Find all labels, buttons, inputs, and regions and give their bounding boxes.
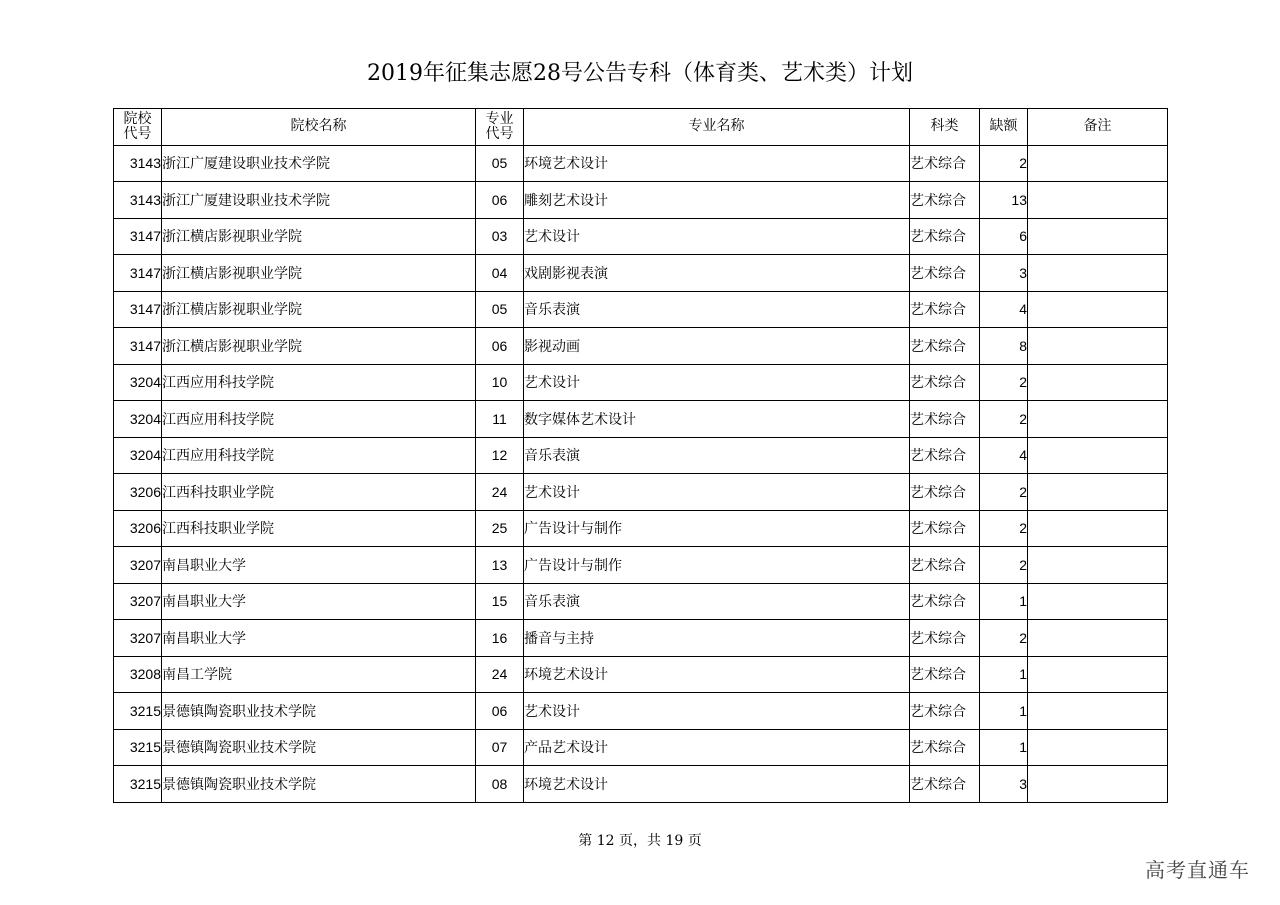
cell-school-name: 浙江广厦建设职业技术学院: [162, 145, 476, 182]
cell-remarks: [1028, 547, 1168, 584]
cell-remarks: [1028, 729, 1168, 766]
cell-remarks: [1028, 583, 1168, 620]
cell-remarks: [1028, 255, 1168, 292]
cell-remarks: [1028, 474, 1168, 511]
cell-major-code: 06: [476, 328, 524, 365]
cell-remarks: [1028, 328, 1168, 365]
table-header-row: [114, 109, 1168, 146]
cell-quota: 6: [980, 218, 1028, 255]
table-row: [114, 766, 1168, 803]
cell-major-code: 25: [476, 510, 524, 547]
table-row: [114, 656, 1168, 693]
header-remarks: 备注: [1028, 109, 1168, 146]
cell-subject: 艺术综合: [910, 328, 980, 365]
header-quota: 缺额: [980, 109, 1028, 146]
cell-major-code: 04: [476, 255, 524, 292]
watermark: 高考直通车: [1145, 858, 1250, 882]
cell-quota: 13: [980, 182, 1028, 219]
cell-remarks: [1028, 182, 1168, 219]
cell-quota: 3: [980, 766, 1028, 803]
cell-major-name: 广告设计与制作: [524, 547, 910, 584]
cell-quota: 3: [980, 255, 1028, 292]
cell-school-name: 南昌职业大学: [162, 620, 476, 657]
header-major-name: 专业名称: [524, 109, 910, 146]
cell-major-name: 播音与主持: [524, 620, 910, 657]
cell-major-name: 艺术设计: [524, 474, 910, 511]
cell-major-name: 音乐表演: [524, 583, 910, 620]
cell-major-name: 环境艺术设计: [524, 145, 910, 182]
cell-quota: 1: [980, 583, 1028, 620]
cell-school-code: 3206: [114, 474, 162, 511]
cell-subject: 艺术综合: [910, 364, 980, 401]
cell-major-code: 06: [476, 182, 524, 219]
page-footer: 第 12 页，共 19 页: [578, 833, 702, 849]
cell-remarks: [1028, 145, 1168, 182]
cell-major-name: 产品艺术设计: [524, 729, 910, 766]
cell-school-code: 3215: [114, 693, 162, 730]
header-school-code-label: 院校代号: [123, 110, 152, 142]
cell-major-code: 13: [476, 547, 524, 584]
cell-major-code: 10: [476, 364, 524, 401]
cell-school-name: 南昌职业大学: [162, 583, 476, 620]
cell-quota: 8: [980, 328, 1028, 365]
page-title: 2019年征集志愿28号公告专科（体育类、艺术类）计划: [367, 61, 913, 86]
cell-subject: 艺术综合: [910, 510, 980, 547]
cell-school-code: 3147: [114, 218, 162, 255]
cell-school-code: 3206: [114, 510, 162, 547]
cell-major-name: 音乐表演: [524, 437, 910, 474]
cell-major-code: 06: [476, 693, 524, 730]
cell-subject: 艺术综合: [910, 401, 980, 438]
table-row: [114, 583, 1168, 620]
cell-major-name: 广告设计与制作: [524, 510, 910, 547]
cell-remarks: [1028, 620, 1168, 657]
cell-remarks: [1028, 656, 1168, 693]
cell-remarks: [1028, 364, 1168, 401]
cell-subject: 艺术综合: [910, 255, 980, 292]
table-row: [114, 145, 1168, 182]
cell-subject: 艺术综合: [910, 693, 980, 730]
cell-remarks: [1028, 766, 1168, 803]
cell-school-name: 南昌工学院: [162, 656, 476, 693]
cell-major-code: 05: [476, 291, 524, 328]
cell-major-name: 音乐表演: [524, 291, 910, 328]
cell-school-name: 浙江横店影视职业学院: [162, 291, 476, 328]
cell-quota: 2: [980, 547, 1028, 584]
cell-major-code: 24: [476, 474, 524, 511]
cell-quota: 2: [980, 145, 1028, 182]
cell-subject: 艺术综合: [910, 547, 980, 584]
cell-school-name: 江西应用科技学院: [162, 401, 476, 438]
cell-school-code: 3143: [114, 182, 162, 219]
cell-major-name: 艺术设计: [524, 693, 910, 730]
cell-major-code: 05: [476, 145, 524, 182]
cell-quota: 2: [980, 401, 1028, 438]
table-row: [114, 620, 1168, 657]
header-major-code-label: 专业代号: [485, 110, 514, 142]
cell-major-code: 16: [476, 620, 524, 657]
cell-major-code: 12: [476, 437, 524, 474]
cell-school-name: 浙江广厦建设职业技术学院: [162, 182, 476, 219]
table-row: [114, 474, 1168, 511]
table-row: [114, 182, 1168, 219]
cell-remarks: [1028, 291, 1168, 328]
cell-school-name: 江西应用科技学院: [162, 437, 476, 474]
cell-school-code: 3147: [114, 328, 162, 365]
plan-table: [113, 108, 1168, 803]
cell-subject: 艺术综合: [910, 474, 980, 511]
header-subject: 科类: [910, 109, 980, 146]
cell-quota: 2: [980, 474, 1028, 511]
cell-school-code: 3204: [114, 364, 162, 401]
header-school-code: [114, 109, 162, 146]
cell-school-code: 3215: [114, 766, 162, 803]
cell-quota: 1: [980, 693, 1028, 730]
cell-school-code: 3207: [114, 547, 162, 584]
cell-school-code: 3215: [114, 729, 162, 766]
cell-remarks: [1028, 510, 1168, 547]
cell-major-code: 24: [476, 656, 524, 693]
header-school-name: 院校名称: [162, 109, 476, 146]
cell-subject: 艺术综合: [910, 766, 980, 803]
table-row: [114, 218, 1168, 255]
cell-quota: 2: [980, 620, 1028, 657]
cell-school-name: 江西科技职业学院: [162, 474, 476, 511]
cell-subject: 艺术综合: [910, 218, 980, 255]
table-row: [114, 291, 1168, 328]
cell-quota: 4: [980, 291, 1028, 328]
cell-major-name: 环境艺术设计: [524, 656, 910, 693]
cell-school-code: 3208: [114, 656, 162, 693]
cell-major-name: 影视动画: [524, 328, 910, 365]
cell-major-code: 07: [476, 729, 524, 766]
cell-remarks: [1028, 437, 1168, 474]
cell-school-name: 景德镇陶瓷职业技术学院: [162, 693, 476, 730]
table-row: [114, 437, 1168, 474]
table-row: [114, 693, 1168, 730]
cell-school-code: 3207: [114, 620, 162, 657]
table-row: [114, 255, 1168, 292]
cell-school-name: 江西应用科技学院: [162, 364, 476, 401]
cell-major-name: 雕刻艺术设计: [524, 182, 910, 219]
table-body: [114, 145, 1168, 802]
cell-school-name: 江西科技职业学院: [162, 510, 476, 547]
cell-subject: 艺术综合: [910, 656, 980, 693]
cell-remarks: [1028, 401, 1168, 438]
cell-subject: 艺术综合: [910, 437, 980, 474]
cell-school-name: 南昌职业大学: [162, 547, 476, 584]
cell-major-name: 数字媒体艺术设计: [524, 401, 910, 438]
cell-major-code: 03: [476, 218, 524, 255]
cell-school-code: 3147: [114, 291, 162, 328]
cell-school-code: 3143: [114, 145, 162, 182]
cell-quota: 1: [980, 729, 1028, 766]
cell-school-name: 景德镇陶瓷职业技术学院: [162, 766, 476, 803]
cell-major-code: 11: [476, 401, 524, 438]
cell-school-name: 浙江横店影视职业学院: [162, 218, 476, 255]
cell-major-name: 戏剧影视表演: [524, 255, 910, 292]
cell-subject: 艺术综合: [910, 729, 980, 766]
cell-subject: 艺术综合: [910, 145, 980, 182]
cell-subject: 艺术综合: [910, 291, 980, 328]
table-row: [114, 547, 1168, 584]
cell-school-name: 浙江横店影视职业学院: [162, 255, 476, 292]
cell-quota: 1: [980, 656, 1028, 693]
header-major-code: [476, 109, 524, 146]
cell-major-code: 08: [476, 766, 524, 803]
cell-remarks: [1028, 693, 1168, 730]
cell-remarks: [1028, 218, 1168, 255]
table-row: [114, 364, 1168, 401]
cell-quota: 4: [980, 437, 1028, 474]
cell-subject: 艺术综合: [910, 182, 980, 219]
cell-subject: 艺术综合: [910, 620, 980, 657]
cell-quota: 2: [980, 364, 1028, 401]
cell-major-name: 艺术设计: [524, 218, 910, 255]
cell-school-code: 3204: [114, 401, 162, 438]
cell-school-code: 3204: [114, 437, 162, 474]
cell-major-code: 15: [476, 583, 524, 620]
table-row: [114, 328, 1168, 365]
cell-school-name: 景德镇陶瓷职业技术学院: [162, 729, 476, 766]
cell-school-name: 浙江横店影视职业学院: [162, 328, 476, 365]
cell-quota: 2: [980, 510, 1028, 547]
cell-major-name: 艺术设计: [524, 364, 910, 401]
cell-school-code: 3147: [114, 255, 162, 292]
cell-school-code: 3207: [114, 583, 162, 620]
cell-subject: 艺术综合: [910, 583, 980, 620]
table-row: [114, 510, 1168, 547]
table-row: [114, 401, 1168, 438]
table-row: [114, 729, 1168, 766]
cell-major-name: 环境艺术设计: [524, 766, 910, 803]
